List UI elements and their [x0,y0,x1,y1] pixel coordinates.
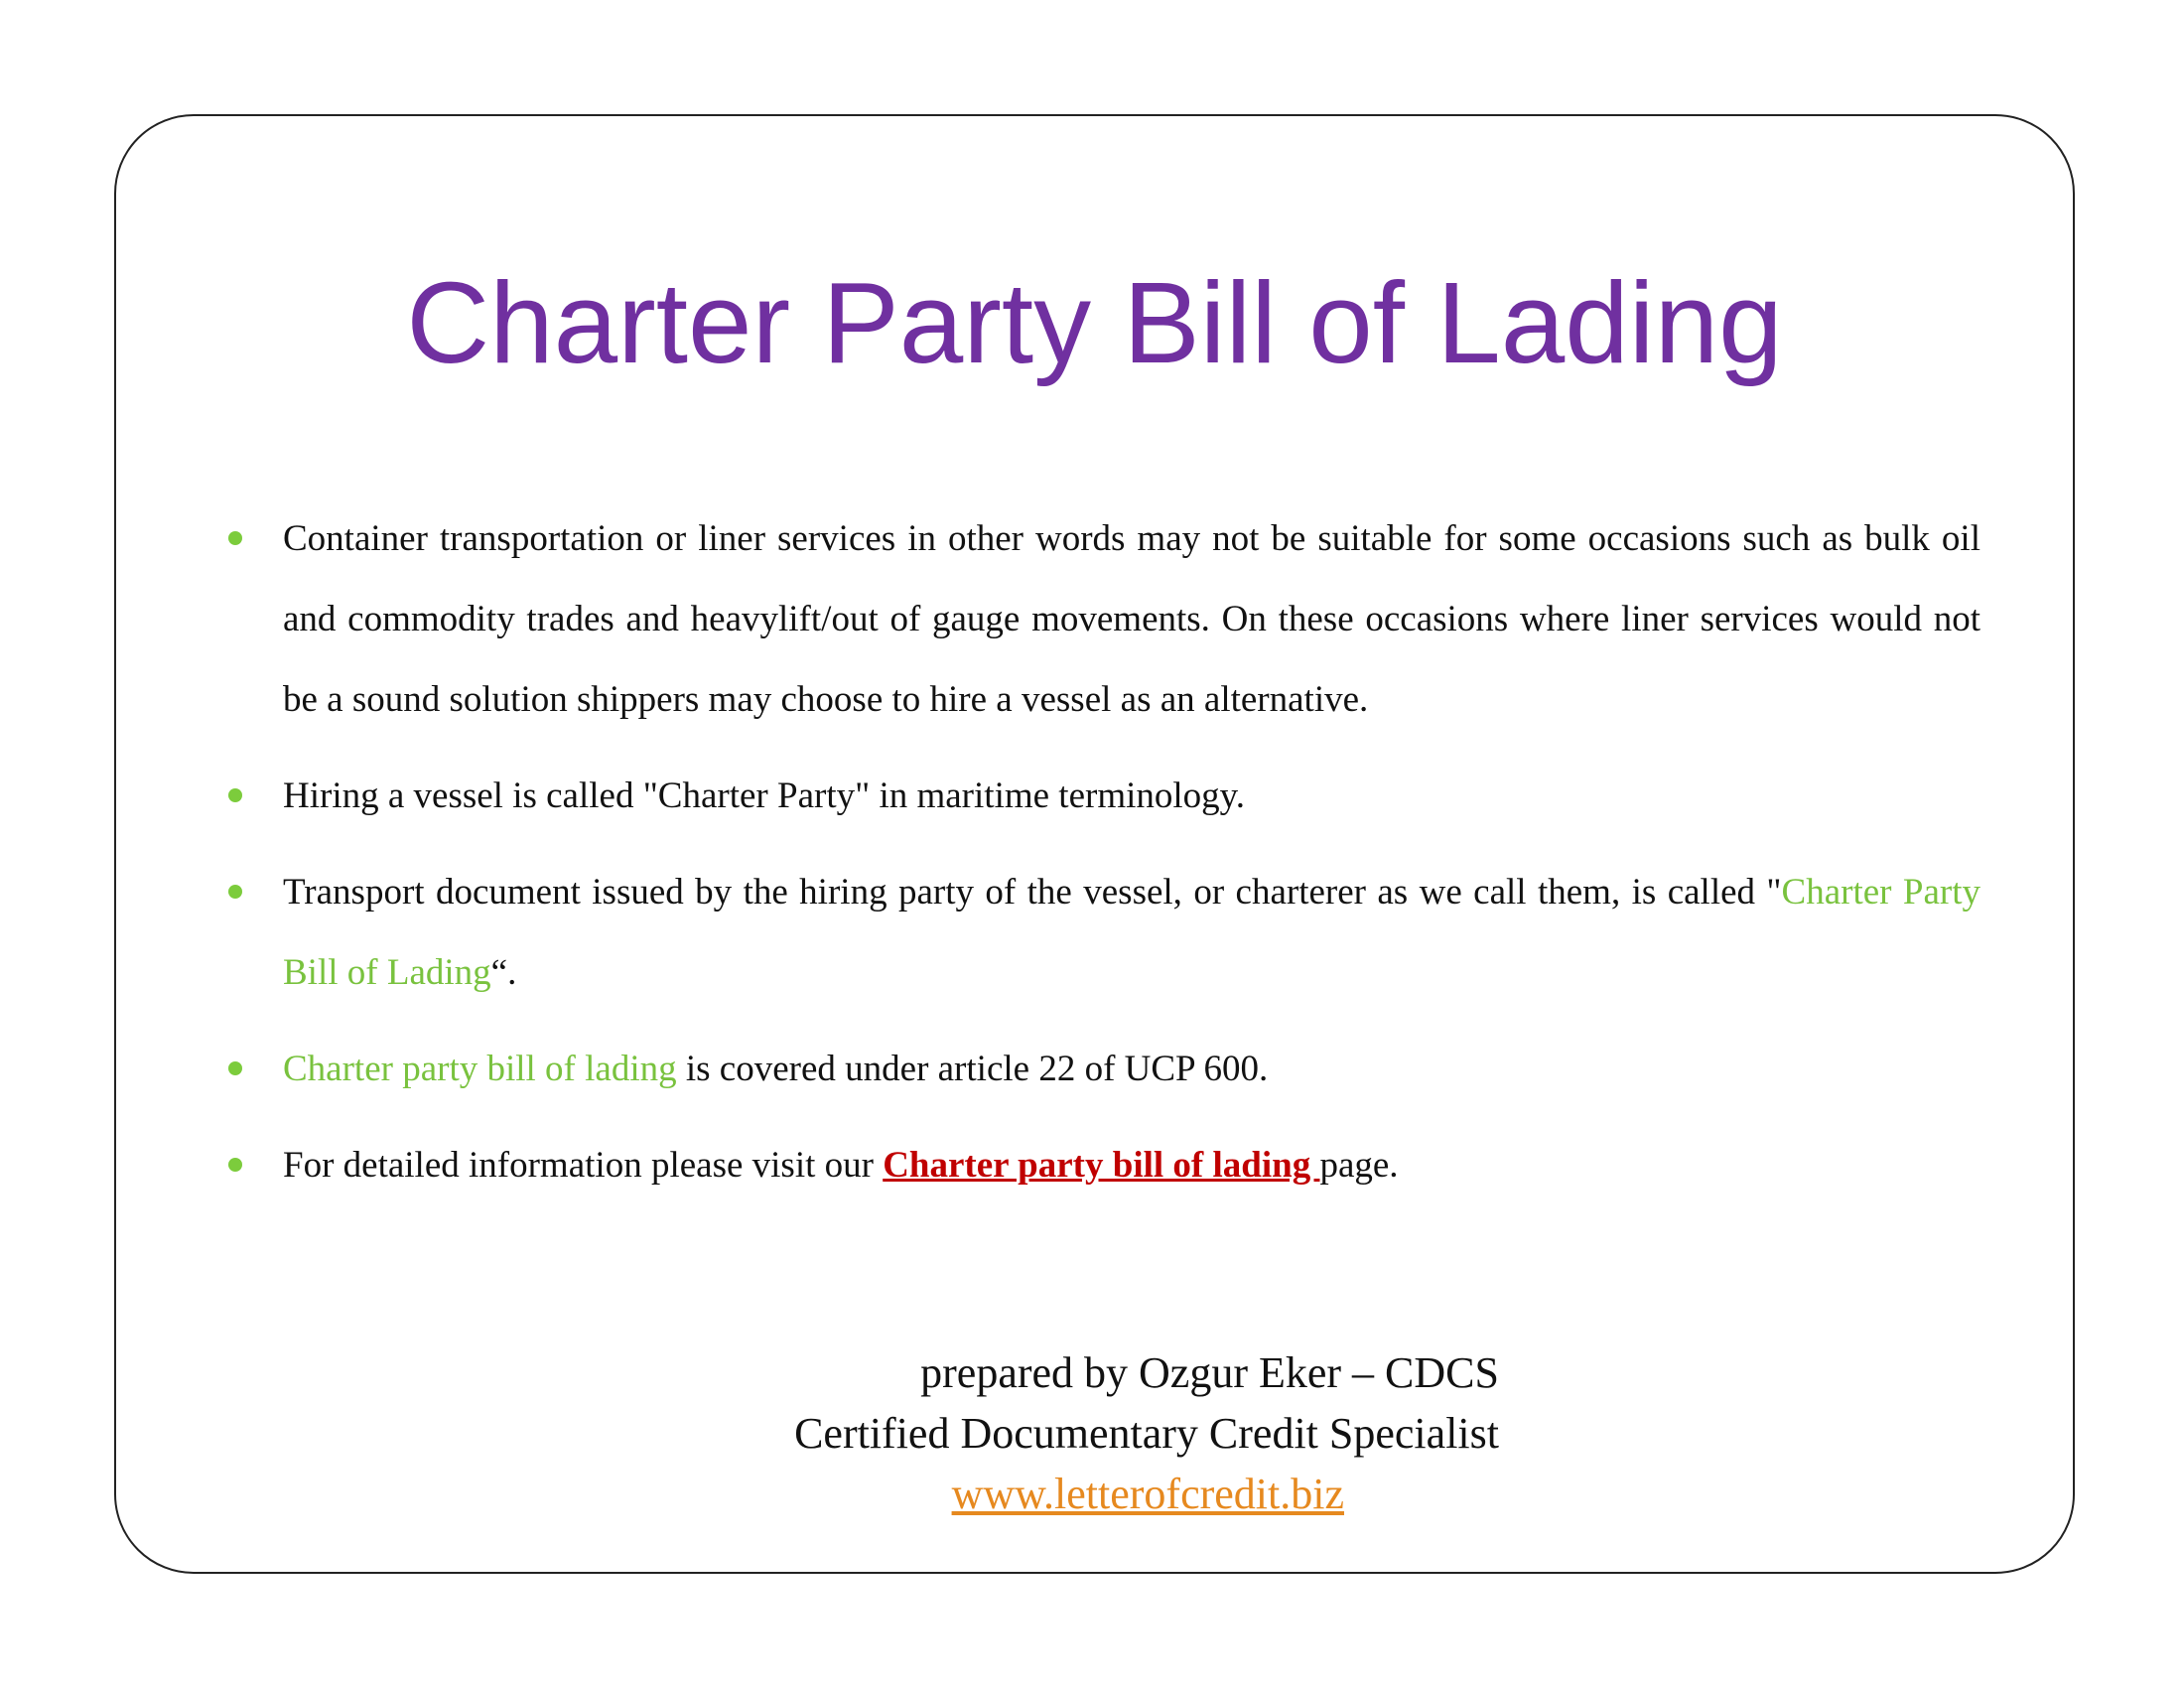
bullet-text: is covered under article 22 of UCP 600. [676,1049,1269,1089]
bullet-item-hiring-vessel [228,756,1980,836]
bullet-text: Hiring a vessel is called "Charter Party" in maritime terminology. [283,775,1246,816]
bullet-text: Transport document issued by the hiring party of the vessel, or charterer as we call them, is called " [283,872,1782,913]
bullet-text-end: “. [490,952,517,993]
prepared-by: prepared by Ozgur Eker – CDCS [920,1348,1499,1397]
charter-party-page-link[interactable]: Charter party bill of lading [883,1145,1320,1186]
bullet-text: For detailed information please visit our [283,1145,884,1186]
bullet-item-transport-document [228,852,1980,1013]
bullet-item-more-info [228,1125,1980,1205]
highlight-term: Charter Party Bill of Lading [283,872,1981,993]
bullet-dot-icon [228,1158,242,1172]
bullet-item-ucp-article [228,1029,1980,1109]
bullet-dot-icon [228,788,242,802]
footer-credits [695,1342,1499,1524]
bullet-item-container-transport [228,498,1980,740]
website-link[interactable]: www.letterofcredit.biz [951,1470,1344,1518]
highlight-term: Charter party bill of lading [283,1049,677,1089]
bullet-dot-icon [228,531,242,545]
bullet-list [228,498,1980,1221]
author-role: Certified Documentary Credit Specialist [794,1409,1499,1458]
bullet-text: Container transportation or liner services in other words may not be suitable for some occasions such as bulk oil and commodity trades and heavylift/out of gauge movements. On these occasions where liner services would not be a sound solution shippers may choose to hire a vessel as an alternative. [283,518,1980,720]
slide-title: Charter Party Bill of Lading [406,258,1783,387]
bullet-text-end: page. [1319,1145,1399,1186]
bullet-dot-icon [228,885,242,899]
bullet-dot-icon [228,1061,242,1075]
